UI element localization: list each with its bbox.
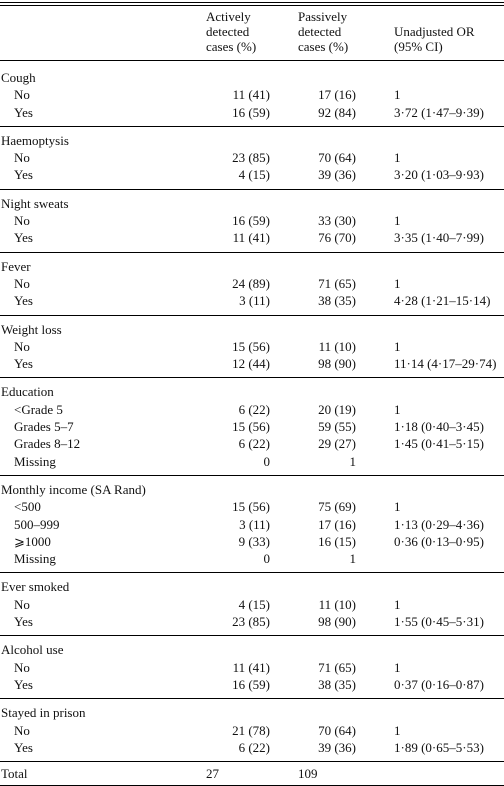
active-value: 0 <box>263 453 270 469</box>
cell-active <box>206 453 298 476</box>
row-label: No <box>14 596 30 612</box>
cell-passive <box>298 355 394 378</box>
cell-active <box>206 516 298 533</box>
cell-passive <box>298 613 394 636</box>
table-row <box>0 722 504 739</box>
active-value: 11 (41) <box>232 659 270 675</box>
cell-or: 1 <box>394 87 401 103</box>
table-row <box>0 435 504 452</box>
cell-active <box>206 498 298 515</box>
total-or <box>394 762 504 786</box>
row-label: No <box>14 338 30 354</box>
table-row <box>0 401 504 418</box>
passive-value: 92 (84) <box>318 104 356 120</box>
table-row <box>0 533 504 550</box>
cell-active <box>206 149 298 166</box>
group-label: Weight loss <box>1 321 62 337</box>
cell-passive <box>298 739 394 762</box>
passive-value: 1 <box>349 453 356 469</box>
cell-active <box>206 292 298 315</box>
passive-value: 98 (90) <box>318 356 356 372</box>
group-header-row <box>0 475 504 498</box>
group-header-row <box>0 61 504 87</box>
active-value: 12 (44) <box>232 356 270 372</box>
cell-or: 1·45 (0·41–5·15) <box>394 436 484 452</box>
active-value: 6 (22) <box>238 401 270 417</box>
cell-active <box>206 104 298 127</box>
table-row <box>0 355 504 378</box>
active-value: 6 (22) <box>238 436 270 452</box>
passive-value: 70 (64) <box>318 150 356 166</box>
row-label: Yes <box>0 676 206 699</box>
active-value: 24 (89) <box>232 275 270 291</box>
row-label: No <box>14 213 30 229</box>
table-header-row <box>0 7 504 61</box>
table-row <box>0 596 504 613</box>
cell-active <box>206 275 298 292</box>
active-value: 4 (15) <box>238 596 270 612</box>
row-label: Yes <box>0 166 206 189</box>
cell-passive <box>298 104 394 127</box>
passive-value: 33 (30) <box>318 213 356 229</box>
table-row <box>0 550 504 573</box>
cell-passive <box>298 86 394 103</box>
cell-active <box>206 722 298 739</box>
cell-passive <box>298 149 394 166</box>
cell-passive <box>298 453 394 476</box>
cell-active <box>206 212 298 229</box>
row-label: Yes <box>0 613 206 636</box>
group-label: Night sweats <box>1 195 69 211</box>
row-label: Yes <box>0 292 206 315</box>
passive-value: 1 <box>349 551 356 567</box>
cell-active <box>206 550 298 573</box>
table-row <box>0 104 504 127</box>
cell-or: 3·72 (1·47–9·39) <box>394 104 504 127</box>
table-row <box>0 338 504 355</box>
cell-or: 0·36 (0·13–0·95) <box>394 533 484 549</box>
cell-or: 3·35 (1·40–7·99) <box>394 229 504 252</box>
group-label: Cough <box>1 70 36 85</box>
cell-or: 11·14 (4·17–29·74) <box>394 355 504 378</box>
table-row <box>0 739 504 762</box>
table-top-rule <box>0 2 504 3</box>
table-row <box>0 676 504 699</box>
row-label: Yes <box>0 739 206 762</box>
header-variable <box>0 7 206 61</box>
row-label: No <box>14 275 30 291</box>
cell-passive <box>298 516 394 533</box>
table-row <box>0 659 504 676</box>
group-header-row <box>0 189 504 212</box>
cell-or: 0·37 (0·16–0·87) <box>394 676 504 699</box>
cell-passive <box>298 659 394 676</box>
active-value: 23 (85) <box>232 614 270 630</box>
cell-passive <box>298 550 394 573</box>
cell-or: 1 <box>394 659 401 675</box>
cell-or: 1 <box>394 401 401 417</box>
header-passive-cases: Passively detected cases (%) <box>298 7 394 61</box>
cell-passive <box>298 166 394 189</box>
group-label: Fever <box>1 258 31 274</box>
group-header-row <box>0 699 504 722</box>
passive-value: 98 (90) <box>318 614 356 630</box>
table-row <box>0 275 504 292</box>
results-table <box>0 7 504 786</box>
active-value: 9 (33) <box>238 533 270 549</box>
row-label: Grades 5–7 <box>14 419 74 435</box>
cell-active <box>206 401 298 418</box>
cell-active <box>206 676 298 699</box>
table-row <box>0 212 504 229</box>
table-row <box>0 498 504 515</box>
passive-value: 39 (36) <box>318 739 356 755</box>
table-row <box>0 516 504 533</box>
passive-value: 17 (16) <box>318 516 356 532</box>
cell-active <box>206 338 298 355</box>
group-header-row <box>0 252 504 275</box>
active-value: 15 (56) <box>232 419 270 435</box>
cell-passive <box>298 596 394 613</box>
cell-or: 1·89 (0·65–5·53) <box>394 739 504 762</box>
row-label: <Grade 5 <box>14 401 63 417</box>
cell-or <box>394 453 504 476</box>
group-label: Ever smoked <box>1 579 70 595</box>
passive-value: 11 (10) <box>318 596 356 612</box>
group-label: Haemoptysis <box>1 132 69 148</box>
total-passive: 109 <box>298 762 394 786</box>
row-label: No <box>14 659 30 675</box>
cell-or <box>394 550 504 573</box>
cell-passive <box>298 418 394 435</box>
group-label: Education <box>1 384 54 400</box>
passive-value: 11 (10) <box>318 338 356 354</box>
active-value: 15 (56) <box>232 338 270 354</box>
passive-value: 16 (15) <box>318 533 356 549</box>
cell-passive <box>298 401 394 418</box>
group-header-row <box>0 378 504 401</box>
cell-passive <box>298 212 394 229</box>
cell-active <box>206 739 298 762</box>
table-row <box>0 166 504 189</box>
cell-passive <box>298 498 394 515</box>
cell-or: 1 <box>394 596 401 612</box>
active-value: 4 (15) <box>238 167 270 183</box>
row-label: No <box>14 87 30 103</box>
cell-or: 1 <box>394 275 401 291</box>
row-label: Yes <box>0 229 206 252</box>
table-row <box>0 613 504 636</box>
cell-passive <box>298 722 394 739</box>
cell-active <box>206 435 298 452</box>
passive-value: 39 (36) <box>318 167 356 183</box>
cell-or: 1 <box>394 213 401 229</box>
row-label: No <box>14 150 30 166</box>
active-value: 15 (56) <box>232 499 270 515</box>
group-header-row <box>0 126 504 149</box>
group-label: Monthly income (SA Rand) <box>1 481 146 497</box>
row-label: Missing <box>0 550 206 573</box>
cell-passive <box>298 533 394 550</box>
header-active-cases: Actively detected cases (%) <box>206 7 298 61</box>
active-value: 16 (59) <box>232 104 270 120</box>
active-value: 16 (59) <box>232 213 270 229</box>
header-unadjusted-or: Unadjusted OR (95% CI) <box>394 7 504 61</box>
passive-value: 29 (27) <box>318 436 356 452</box>
passive-value: 71 (65) <box>318 659 356 675</box>
active-value: 16 (59) <box>232 676 270 692</box>
cell-or: 1·13 (0·29–4·36) <box>394 516 484 532</box>
passive-value: 70 (64) <box>318 722 356 738</box>
table-row <box>0 86 504 103</box>
active-value: 11 (41) <box>232 87 270 103</box>
active-value: 6 (22) <box>238 739 270 755</box>
active-value: 11 (41) <box>232 230 270 246</box>
cell-passive <box>298 676 394 699</box>
cell-active <box>206 86 298 103</box>
cell-passive <box>298 338 394 355</box>
row-label: Grades 8–12 <box>14 436 81 452</box>
group-label: Alcohol use <box>1 642 64 658</box>
cell-passive <box>298 229 394 252</box>
table-row <box>0 418 504 435</box>
cell-or: 1 <box>394 499 401 515</box>
table-row <box>0 292 504 315</box>
cell-or: 3·20 (1·03–9·93) <box>394 166 504 189</box>
active-value: 21 (78) <box>232 722 270 738</box>
total-label: Total <box>0 762 206 786</box>
cell-or: 1 <box>394 150 401 166</box>
total-row <box>0 762 504 786</box>
passive-value: 38 (35) <box>318 676 356 692</box>
cell-active <box>206 355 298 378</box>
passive-value: 17 (16) <box>318 87 356 103</box>
group-header-row <box>0 573 504 596</box>
passive-value: 76 (70) <box>318 230 356 246</box>
cell-or: 1 <box>394 722 401 738</box>
total-active: 27 <box>206 762 298 786</box>
active-value: 0 <box>263 551 270 567</box>
table-row <box>0 149 504 166</box>
row-label: Missing <box>0 453 206 476</box>
table-row <box>0 453 504 476</box>
cell-passive <box>298 435 394 452</box>
active-value: 23 (85) <box>232 150 270 166</box>
cell-active <box>206 229 298 252</box>
table-body <box>0 61 504 786</box>
passive-value: 71 (65) <box>318 275 356 291</box>
group-label: Stayed in prison <box>1 705 86 721</box>
active-value: 3 (11) <box>239 293 270 309</box>
row-label: 500–999 <box>14 516 60 532</box>
cell-or: 4·28 (1·21–15·14) <box>394 292 504 315</box>
cell-passive <box>298 292 394 315</box>
cell-passive <box>298 275 394 292</box>
row-label: Yes <box>0 104 206 127</box>
passive-value: 20 (19) <box>318 401 356 417</box>
row-label: ⩾1000 <box>14 533 51 549</box>
row-label: <500 <box>14 499 41 515</box>
cell-active <box>206 596 298 613</box>
group-header-row <box>0 636 504 659</box>
passive-value: 75 (69) <box>318 499 356 515</box>
passive-value: 38 (35) <box>318 293 356 309</box>
row-label: Yes <box>0 355 206 378</box>
group-header-row <box>0 315 504 338</box>
active-value: 3 (11) <box>239 516 270 532</box>
cell-active <box>206 659 298 676</box>
passive-value: 59 (55) <box>318 419 356 435</box>
cell-or: 1·18 (0·40–3·45) <box>394 419 484 435</box>
table-top-rule-double <box>0 5 504 6</box>
cell-active <box>206 533 298 550</box>
cell-or: 1 <box>394 338 401 354</box>
cell-active <box>206 166 298 189</box>
row-label: No <box>14 722 30 738</box>
cell-active <box>206 418 298 435</box>
cell-active <box>206 613 298 636</box>
table-row <box>0 229 504 252</box>
cell-or: 1·55 (0·45–5·31) <box>394 613 504 636</box>
